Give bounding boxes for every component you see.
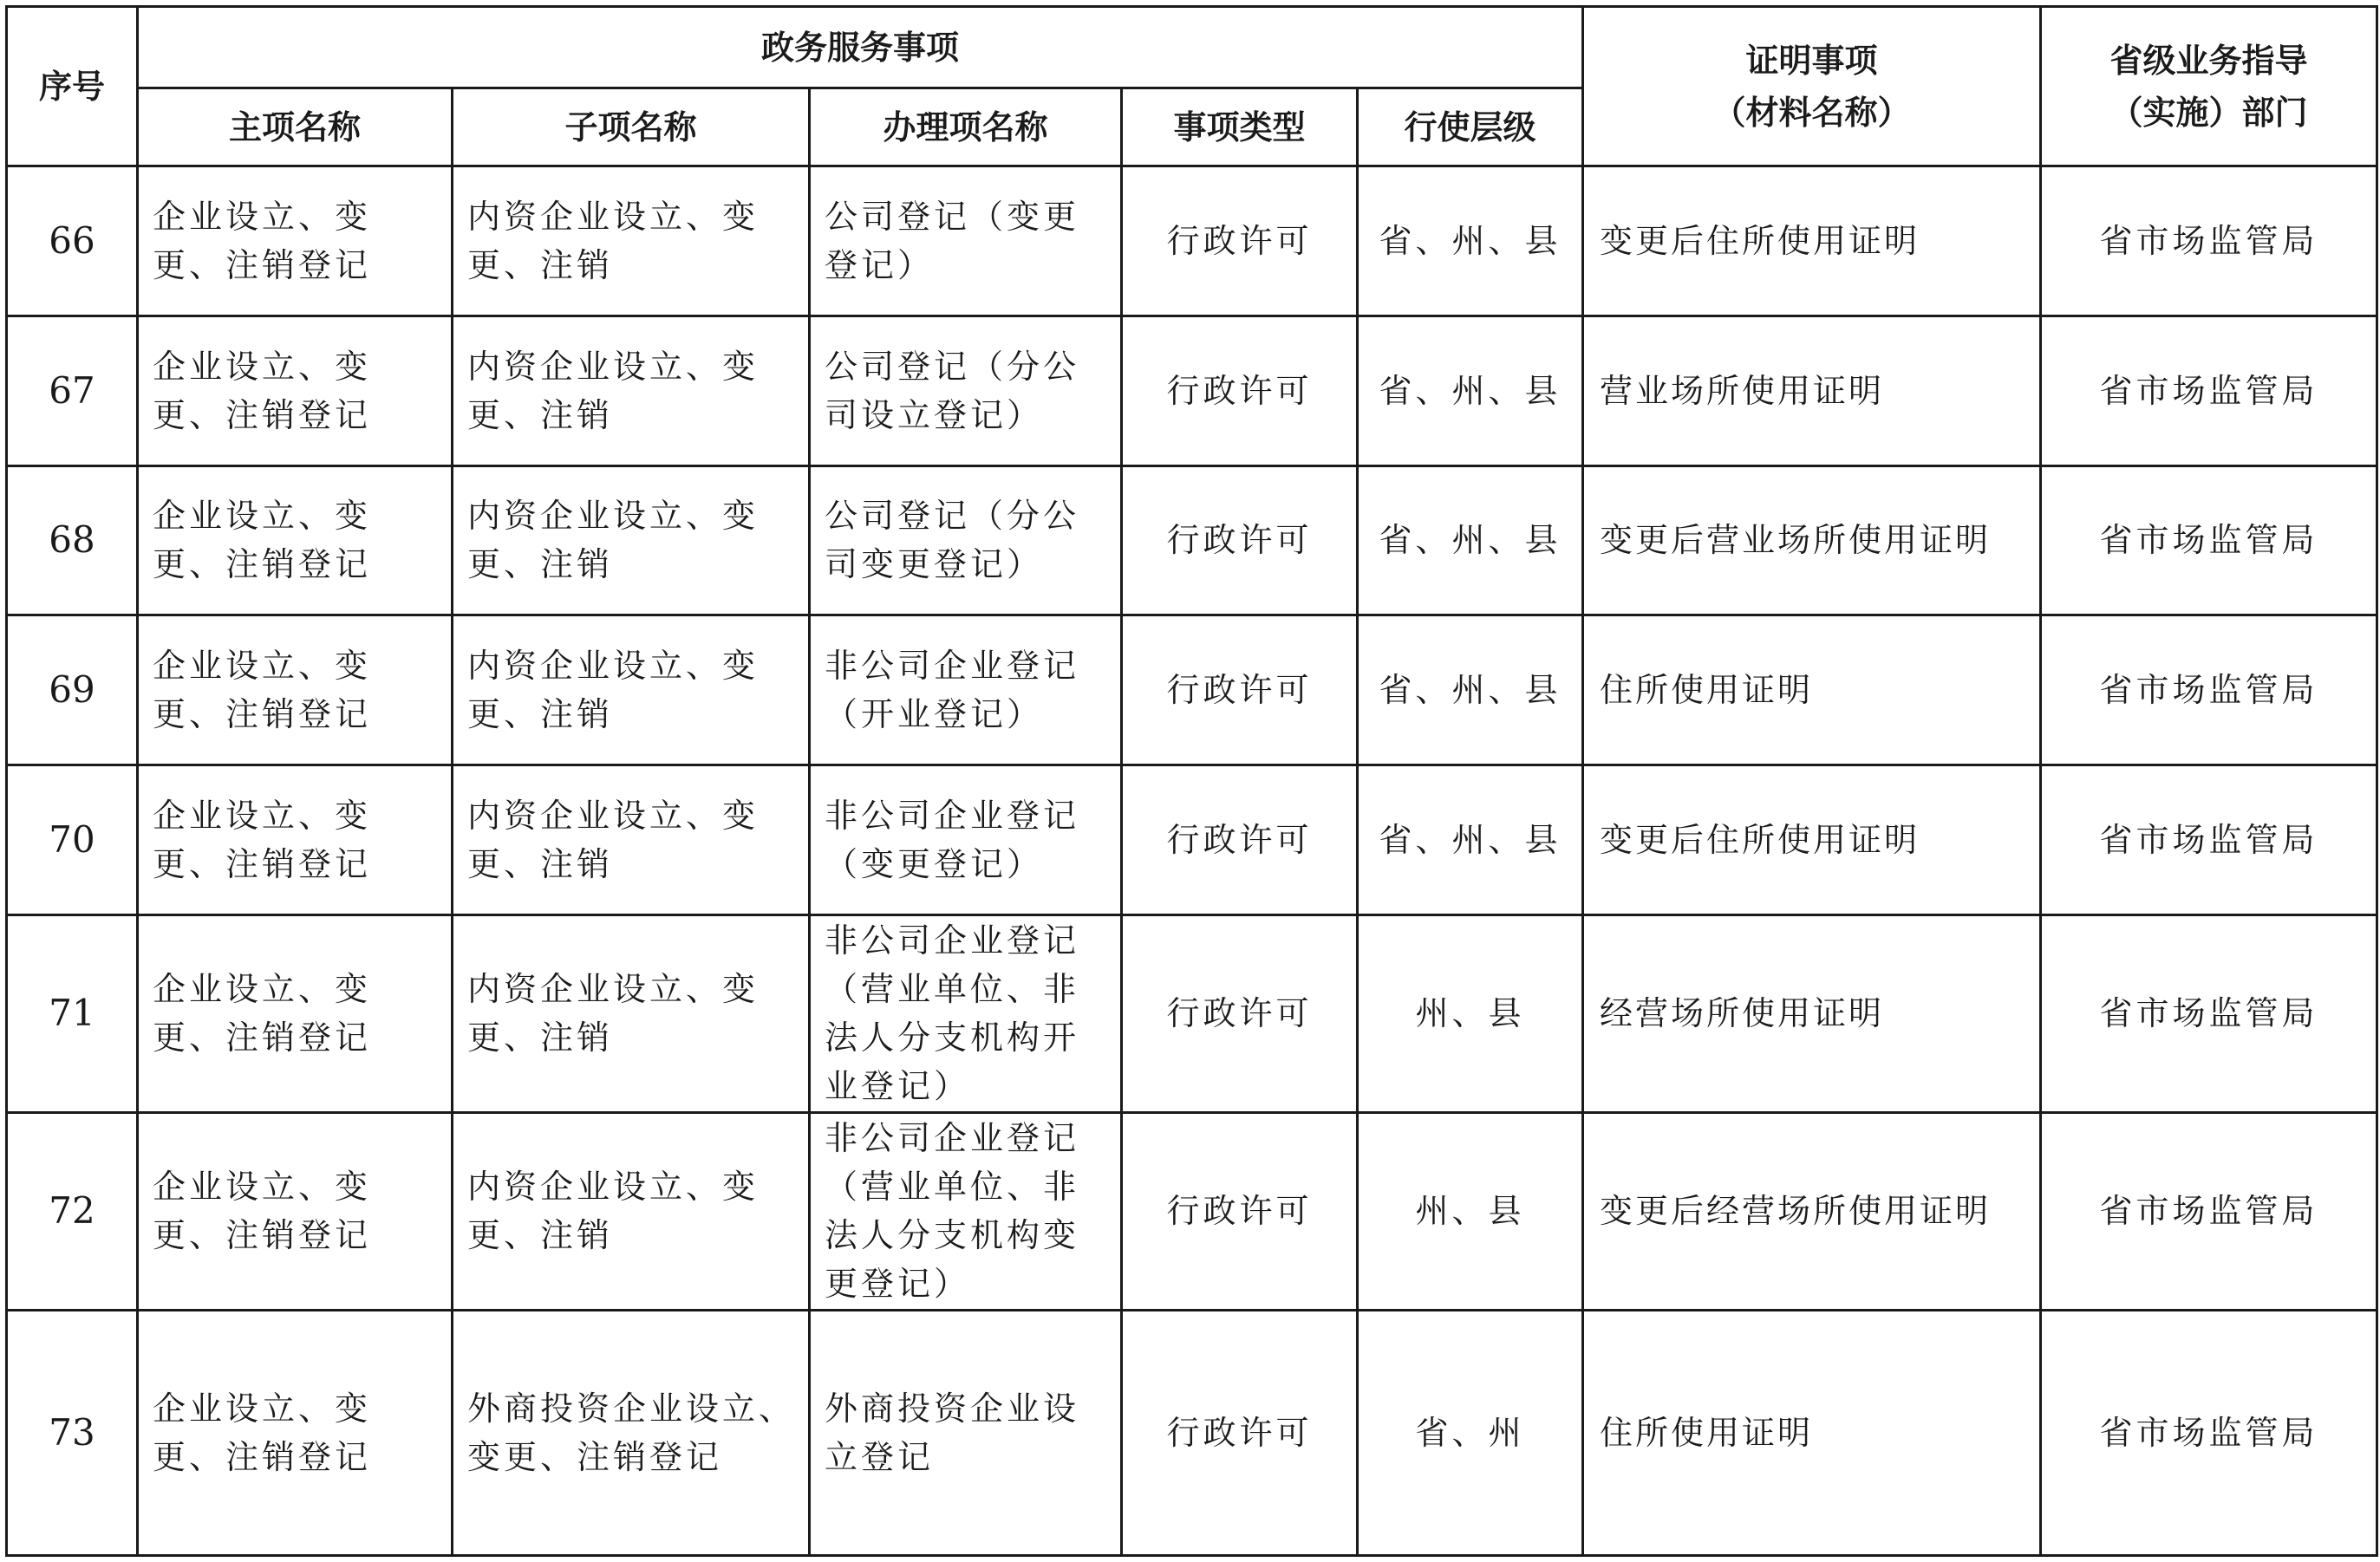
cell-proof: 变更后住所使用证明 xyxy=(1583,765,2041,915)
header-proof-line1: 证明事项 xyxy=(1745,41,1878,80)
cell-main: 企业设立、变更、注销登记 xyxy=(138,465,453,615)
cell-dept: 省市场监管局 xyxy=(2041,316,2377,465)
cell-dept: 省市场监管局 xyxy=(2041,1112,2377,1310)
cell-level: 省、州、县 xyxy=(1358,465,1583,615)
cell-proof: 住所使用证明 xyxy=(1583,615,2041,765)
cell-seq: 73 xyxy=(7,1310,138,1555)
cell-main: 企业设立、变更、注销登记 xyxy=(138,1310,453,1555)
cell-sub: 内资企业设立、变更、注销 xyxy=(453,316,810,465)
cell-proof: 住所使用证明 xyxy=(1583,1310,2041,1555)
cell-main: 企业设立、变更、注销登记 xyxy=(138,1112,453,1310)
cell-handling: 公司登记（变更登记） xyxy=(810,166,1122,316)
cell-main: 企业设立、变更、注销登记 xyxy=(138,615,453,765)
cell-handling: 公司登记（分公司设立登记） xyxy=(810,316,1122,465)
table-row xyxy=(7,1112,2377,1310)
cell-main: 企业设立、变更、注销登记 xyxy=(138,914,453,1112)
cell-sub: 内资企业设立、变更、注销 xyxy=(453,765,810,915)
cell-type: 行政许可 xyxy=(1122,914,1358,1112)
header-dept-line2: （实施）部门 xyxy=(2109,93,2308,132)
cell-level: 省、州、县 xyxy=(1358,316,1583,465)
cell-handling: 非公司企业登记（营业单位、非法人分支机构变更登记） xyxy=(810,1112,1122,1310)
cell-dept: 省市场监管局 xyxy=(2041,465,2377,615)
header-sub-item: 子项名称 xyxy=(453,88,810,166)
cell-handling: 非公司企业登记（营业单位、非法人分支机构开业登记） xyxy=(810,914,1122,1112)
cell-proof: 变更后营业场所使用证明 xyxy=(1583,465,2041,615)
cell-proof: 营业场所使用证明 xyxy=(1583,316,2041,465)
cell-sub: 内资企业设立、变更、注销 xyxy=(453,914,810,1112)
cell-seq: 72 xyxy=(7,1112,138,1310)
header-level: 行使层级 xyxy=(1358,88,1583,166)
cell-main: 企业设立、变更、注销登记 xyxy=(138,166,453,316)
cell-proof: 变更后经营场所使用证明 xyxy=(1583,1112,2041,1310)
table-row xyxy=(7,615,2377,765)
cell-dept: 省市场监管局 xyxy=(2041,615,2377,765)
cell-main: 企业设立、变更、注销登记 xyxy=(138,765,453,915)
cell-seq: 70 xyxy=(7,765,138,915)
cell-level: 州、县 xyxy=(1358,914,1583,1112)
cell-dept: 省市场监管局 xyxy=(2041,914,2377,1112)
header-gov-service: 政务服务事项 xyxy=(138,7,1583,88)
cell-handling: 非公司企业登记（开业登记） xyxy=(810,615,1122,765)
cell-type: 行政许可 xyxy=(1122,166,1358,316)
cell-type: 行政许可 xyxy=(1122,1112,1358,1310)
table-row xyxy=(7,765,2377,915)
cell-handling: 外商投资企业设立登记 xyxy=(810,1310,1122,1555)
cell-seq: 71 xyxy=(7,914,138,1112)
cell-proof: 经营场所使用证明 xyxy=(1583,914,2041,1112)
proof-items-table xyxy=(5,5,2378,1557)
cell-level: 州、县 xyxy=(1358,1112,1583,1310)
cell-sub: 内资企业设立、变更、注销 xyxy=(453,1112,810,1310)
cell-type: 行政许可 xyxy=(1122,316,1358,465)
table-row xyxy=(7,914,2377,1112)
cell-level: 省、州、县 xyxy=(1358,166,1583,316)
cell-handling: 公司登记（分公司变更登记） xyxy=(810,465,1122,615)
cell-seq: 69 xyxy=(7,615,138,765)
cell-dept: 省市场监管局 xyxy=(2041,765,2377,915)
cell-sub: 内资企业设立、变更、注销 xyxy=(453,166,810,316)
cell-type: 行政许可 xyxy=(1122,615,1358,765)
header-seq: 序号 xyxy=(7,7,138,166)
cell-level: 省、州、县 xyxy=(1358,615,1583,765)
table-row xyxy=(7,1310,2377,1555)
cell-handling: 非公司企业登记（变更登记） xyxy=(810,765,1122,915)
header-main-item: 主项名称 xyxy=(138,88,453,166)
cell-seq: 68 xyxy=(7,465,138,615)
cell-type: 行政许可 xyxy=(1122,465,1358,615)
header-item-type: 事项类型 xyxy=(1122,88,1358,166)
cell-sub: 内资企业设立、变更、注销 xyxy=(453,465,810,615)
cell-dept: 省市场监管局 xyxy=(2041,1310,2377,1555)
cell-seq: 67 xyxy=(7,316,138,465)
cell-sub: 外商投资企业设立、变更、注销登记 xyxy=(453,1310,810,1555)
cell-type: 行政许可 xyxy=(1122,765,1358,915)
header-dept xyxy=(2041,7,2377,166)
cell-dept: 省市场监管局 xyxy=(2041,166,2377,316)
header-proof-line2: （材料名称） xyxy=(1712,93,1911,132)
header-row-1 xyxy=(7,7,2377,88)
cell-proof: 变更后住所使用证明 xyxy=(1583,166,2041,316)
cell-type: 行政许可 xyxy=(1122,1310,1358,1555)
cell-sub: 内资企业设立、变更、注销 xyxy=(453,615,810,765)
header-proof xyxy=(1583,7,2041,166)
table-row xyxy=(7,316,2377,465)
cell-level: 省、州 xyxy=(1358,1310,1583,1555)
cell-main: 企业设立、变更、注销登记 xyxy=(138,316,453,465)
header-dept-line1: 省级业务指导 xyxy=(2109,41,2308,80)
header-handling-item: 办理项名称 xyxy=(810,88,1122,166)
cell-level: 省、州、县 xyxy=(1358,765,1583,915)
proof-items-table-sheet xyxy=(5,5,2376,1557)
cell-seq: 66 xyxy=(7,166,138,316)
table-row xyxy=(7,166,2377,316)
table-row xyxy=(7,465,2377,615)
